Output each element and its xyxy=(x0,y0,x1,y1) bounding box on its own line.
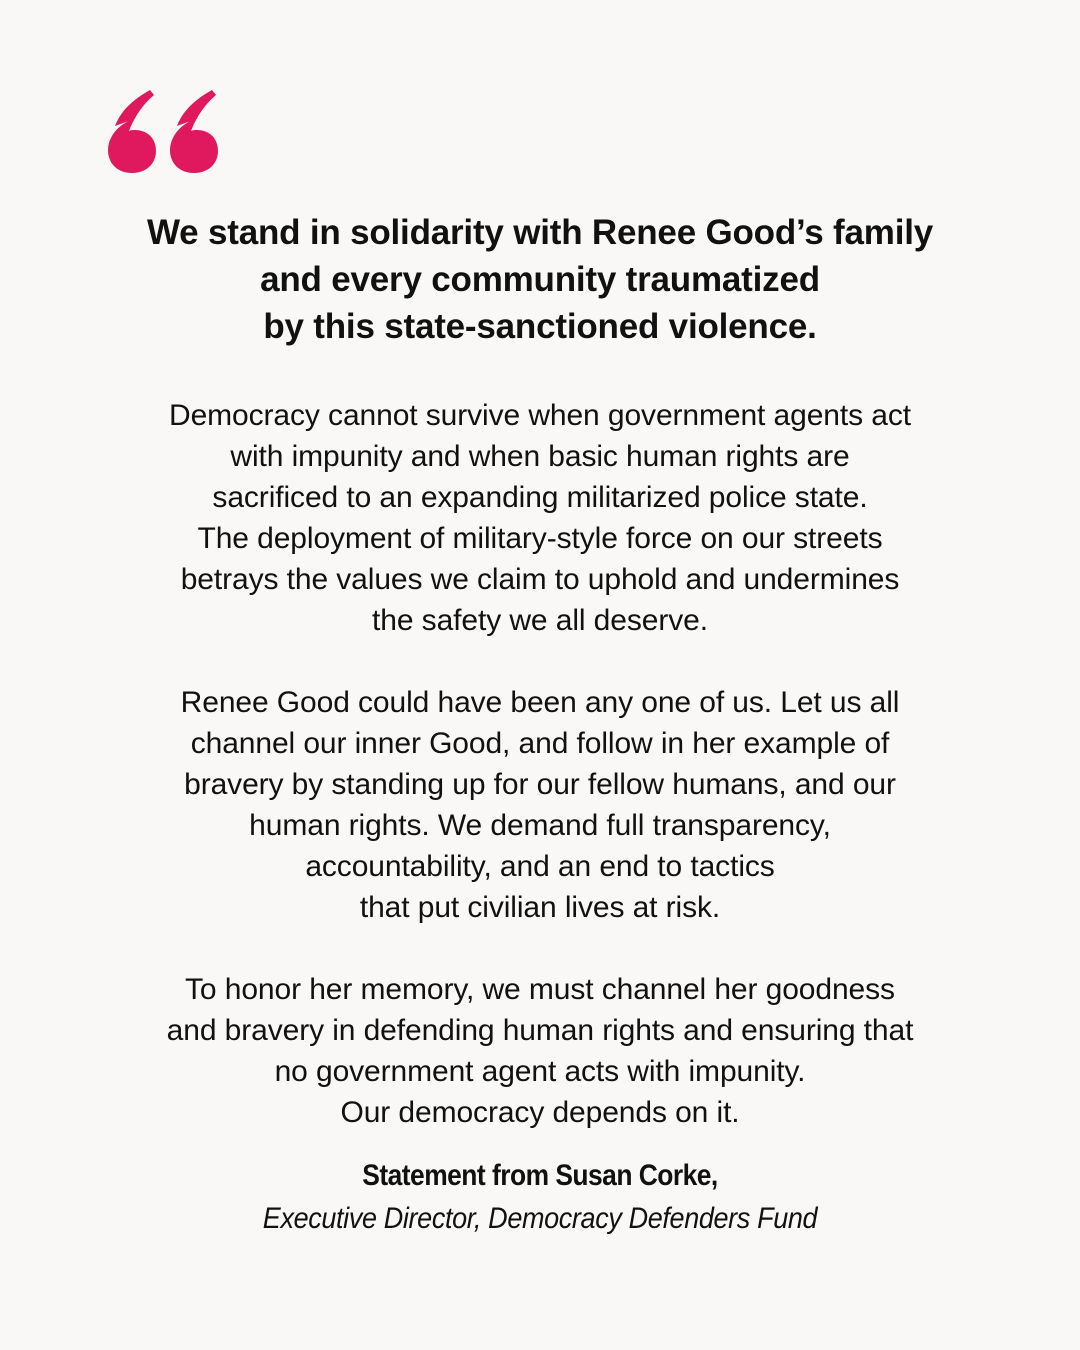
paragraph-line: channel our inner Good, and follow in her example of xyxy=(190,727,890,760)
paragraph-line: Democracy cannot survive when government agents act xyxy=(169,399,911,432)
paragraph-3 xyxy=(60,969,1020,1133)
paragraph-line: sacrificed to an expanding militarized police state. xyxy=(212,481,868,514)
headline-line: We stand in solidarity with Renee Good’s family xyxy=(146,213,934,252)
paragraph-line: accountability, and an end to tactics xyxy=(305,850,775,883)
paragraph-line: human rights. We demand full transparency, xyxy=(249,809,831,842)
attribution-title: Executive Director, Democracy Defenders Fund xyxy=(262,1202,818,1235)
paragraph-line: Renee Good could have been any one of us. Let us all xyxy=(180,686,900,719)
paragraph-line: Our democracy depends on it. xyxy=(340,1096,740,1129)
paragraph-line: bravery by standing up for our fellow humans, and our xyxy=(184,768,896,801)
attribution xyxy=(60,1155,1020,1241)
paragraph-line: with impunity and when basic human rights are xyxy=(230,440,850,473)
headline xyxy=(60,209,1020,350)
headline-line: by this state-sanctioned violence. xyxy=(263,307,817,346)
paragraph-line: that put civilian lives at risk. xyxy=(359,891,721,924)
paragraph-1 xyxy=(60,395,1020,641)
paragraph-line: no government agent acts with impunity. xyxy=(274,1055,806,1088)
headline-line: and every community traumatized xyxy=(260,260,820,299)
paragraph-line: and bravery in defending human rights and ensuring that xyxy=(166,1014,914,1047)
paragraph-line: the safety we all deserve. xyxy=(372,604,708,637)
paragraph-line: To honor her memory, we must channel her goodness xyxy=(185,973,895,1006)
paragraph-line: The deployment of military-style force on our streets xyxy=(197,522,883,555)
paragraph-line: betrays the values we claim to uphold and undermines xyxy=(180,563,900,596)
opening-quote-icon xyxy=(107,90,219,174)
statement-body xyxy=(60,395,1020,1133)
attribution-name: Statement from Susan Corke, xyxy=(362,1159,718,1192)
paragraph-2 xyxy=(60,682,1020,928)
